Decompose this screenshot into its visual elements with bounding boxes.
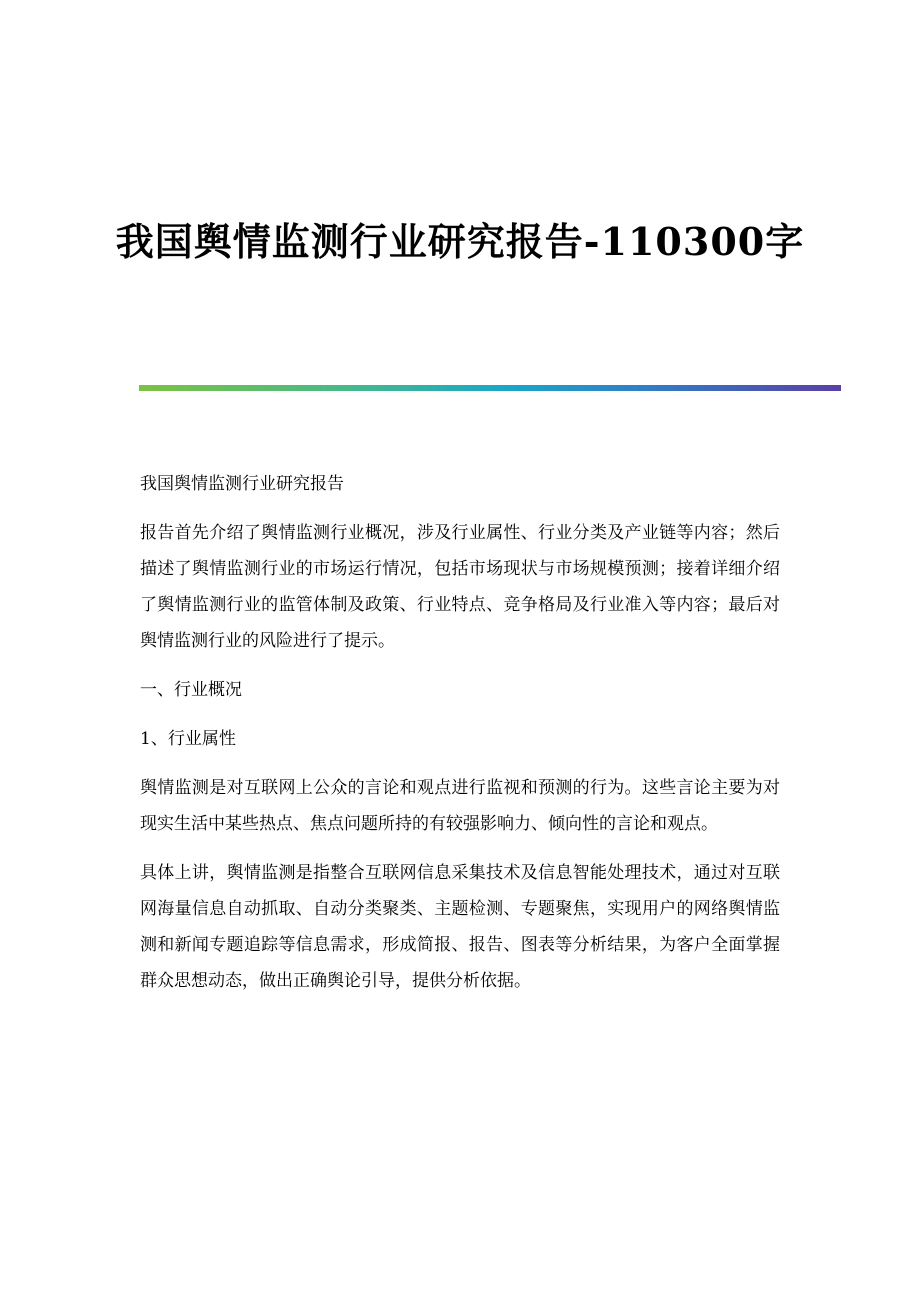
document-body [140,466,780,1012]
document-title: 我国舆情监测行业研究报告-110300字 [115,219,805,264]
report-subtitle: 我国舆情监测行业研究报告 [140,474,344,494]
section-heading-overview: 一、行业概况 [140,680,242,700]
title-divider [139,385,841,391]
subsection-heading-attributes: 1、行业属性 [140,729,236,749]
body-paragraph: 具体上讲，舆情监测是指整合互联网信息采集技术及信息智能处理技术，通过对互联网海量信息自动抓取、自动分类聚类、主题检测、专题聚焦，实现用户的网络舆情监测和新闻专题追踪等信息需求，形成简报、报告、图表等分析结果，为客户全面掌握群众思想动态，做出正确舆论引导，提供分析依据。 [140,863,780,991]
intro-paragraph: 报告首先介绍了舆情监测行业概况，涉及行业属性、行业分类及产业链等内容；然后描述了舆情监测行业的市场运行情况，包括市场现状与市场规模预测；接着详细介绍了舆情监测行业的监管体制及政策、行业特点、竞争格局及行业准入等内容；最后对舆情监测行业的风险进行了提示。 [140,523,780,651]
body-paragraph: 舆情监测是对互联网上公众的言论和观点进行监视和预测的行为。这些言论主要为对现实生活中某些热点、焦点问题所持的有较强影响力、倾向性的言论和观点。 [140,778,780,834]
